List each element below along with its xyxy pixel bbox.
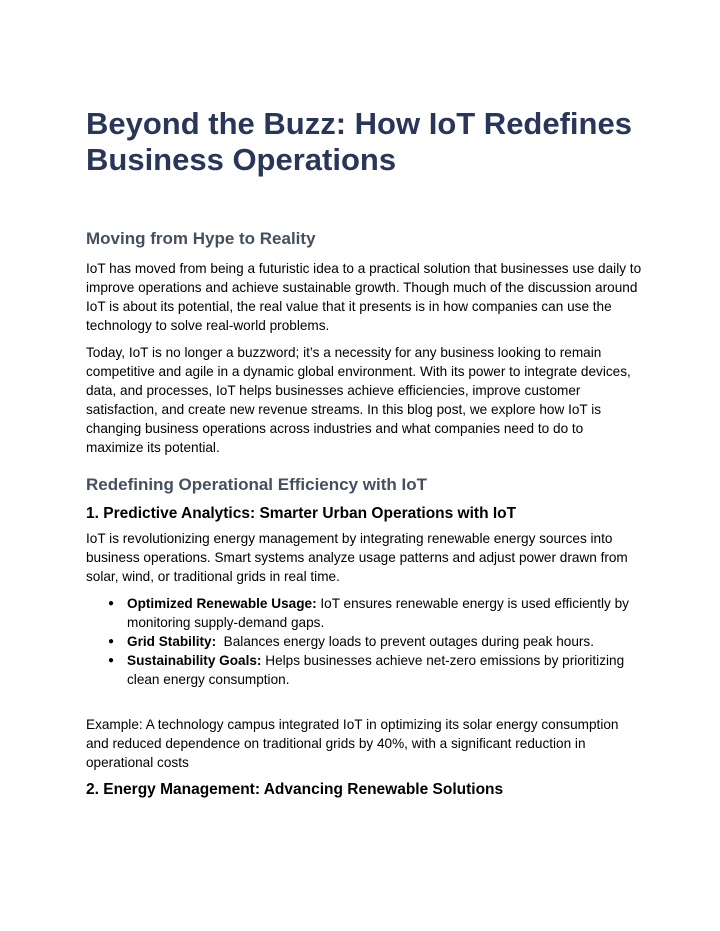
benefit-list [108, 594, 642, 689]
list-item-text: IoT ensures renewable energy is used efficiently by monitoring supply-demand gaps. [127, 596, 629, 630]
list-item [108, 594, 642, 632]
list-item-lead: Optimized Renewable Usage: [127, 596, 317, 611]
document-title [86, 106, 642, 178]
document-page [86, 106, 642, 800]
intro-paragraph-2: Today, IoT is no longer a buzzword; it’s a necessity for any business looking to remain competitive and agile in a dynamic global environment. With its power to integrate devices, data, and processes, IoT helps businesses achieve efficiencies, improve customer satisfaction, and create new revenue streams. In this blog post, we explore how IoT is changing business operations across industries and what companies need to do to maximize its potential. [86, 345, 631, 455]
list-item [108, 632, 642, 651]
title-line-1: Beyond the Buzz: How IoT Redefines [86, 106, 632, 141]
bullet-icon: ● [108, 655, 115, 666]
bullet-icon: ● [108, 598, 115, 609]
list-item-lead: Grid Stability: [127, 634, 217, 649]
subheading-predictive-analytics: 1. Predictive Analytics: Smarter Urban Operations with IoT [86, 505, 517, 522]
list-item [108, 651, 642, 689]
section-heading-hype-to-reality: Moving from Hype to Reality [86, 229, 316, 248]
list-item-lead: Sustainability Goals: [127, 653, 262, 668]
section-heading-operational-efficiency: Redefining Operational Efficiency with IoT [86, 475, 427, 494]
intro-paragraph-1: IoT has moved from being a futuristic idea to a practical solution that businesses use daily to improve operations and achieve sustainable growth. Though much of the discussion around IoT is about its potential, the real value that it presents is in how companies can use the technology to solve real-world problems. [86, 261, 642, 333]
subheading-energy-management: 2. Energy Management: Advancing Renewable Solutions [86, 781, 504, 798]
list-item-text: Balances energy loads to prevent outages during peak hours. [216, 634, 594, 649]
title-line-2: Business Operations [86, 142, 397, 177]
bullet-icon: ● [108, 636, 115, 647]
list-item-text: Helps businesses achieve net-zero emissions by prioritizing clean energy consumption. [127, 653, 625, 687]
example-paragraph: Example: A technology campus integrated IoT in optimizing its solar energy consumption and reduced dependence on traditional grids by 40%, with a significant reduction in operational costs [86, 717, 619, 770]
predictive-analytics-paragraph: IoT is revolutionizing energy management by integrating renewable energy sources into business operations. Smart systems analyze usage patterns and adjust power drawn from solar, wind, or traditional grids in real time. [86, 531, 628, 584]
